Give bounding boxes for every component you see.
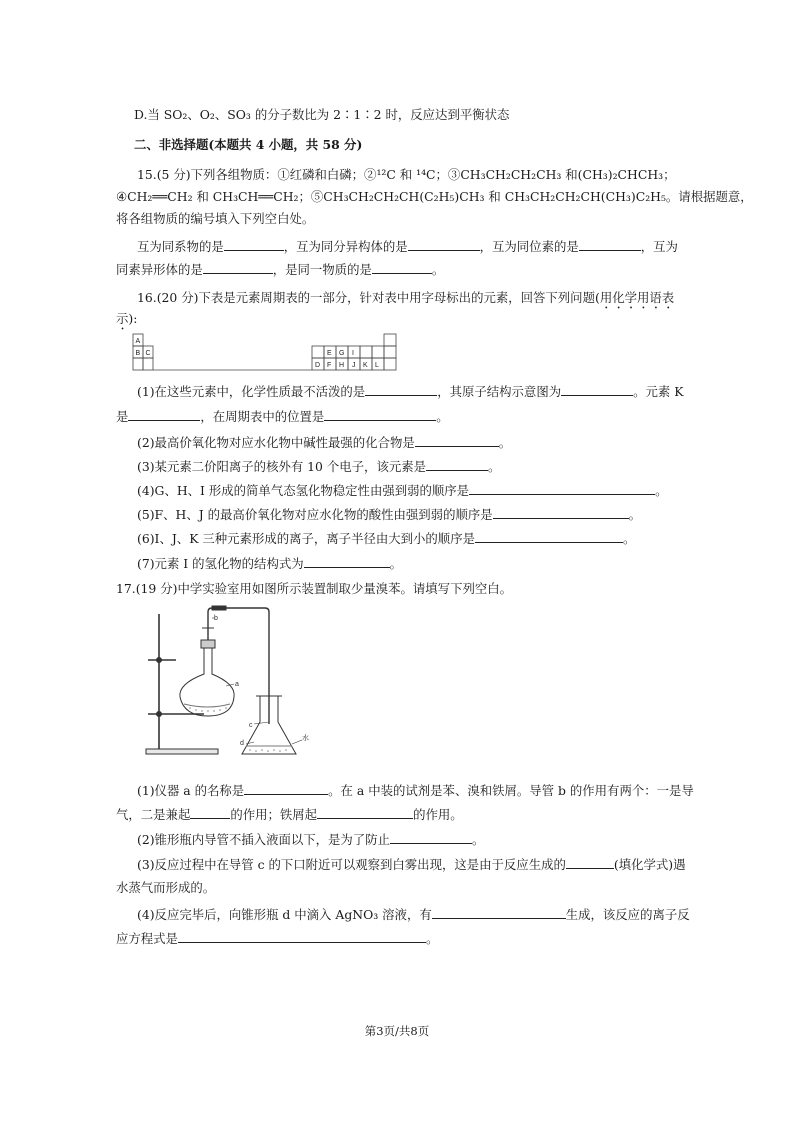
letter-H: H [339,362,345,369]
q17-p3-text: (3)反应过程中在导管 c 的下口附近可以观察到白雾出现，这是由于反应生成的 [137,857,566,872]
q16-p4 [137,482,667,500]
q17-p1-text3: 气，二是兼起 [116,807,191,822]
letter-L: L [375,362,379,369]
q16-stem-text: 16.(20 分)下表是元素周期表的一部分，针对表中用字母标出的元素，回答下列问题( [137,290,600,305]
q17-p2-text: (2)锥形瓶内导管不插入液面以下，是为了防止 [137,832,390,847]
q16-stem-end: ): [128,311,138,326]
q16-p1-text5: ，在周期表中的位置是 [200,409,325,424]
q16-p4-end: 。 [655,483,668,498]
letter-J: J [352,362,356,369]
q15-fill-line2 [116,261,444,279]
answer-blank[interactable] [408,238,480,251]
q16-p7 [137,555,402,573]
answer-blank[interactable] [224,238,284,251]
q15-fill1: 互为同系物的是 [137,239,224,254]
answer-blank[interactable] [469,482,655,495]
q17-p1-text2: 。在 a 中装的试剂是苯、溴和铁屑。导管 b 的作用有两个：一是导 [328,783,694,798]
answer-blank[interactable] [128,408,200,421]
letter-G: G [339,350,345,357]
q15-fill4: ，互为 [640,239,678,254]
answer-blank[interactable] [324,408,436,421]
q16-p1-text3: 。元素 K [633,384,684,399]
cell-I [348,346,360,358]
answer-blank[interactable] [317,806,413,819]
q16-p2 [137,434,511,452]
label-water: 水 [302,735,309,742]
answer-blank[interactable] [304,555,390,568]
cell-noble-top [384,334,396,346]
q16-p5-end: 。 [628,507,642,522]
answer-blank[interactable] [579,238,641,251]
q16-p7-end: 。 [389,556,403,571]
answer-blank[interactable] [390,831,472,844]
q15-line1: 15.(5 分)下列各组物质：①红磷和白磷；②¹²C 和 ¹⁴C；③CH₃CH₂CH₂CH₃ 和(CH₃)₂CHCH₃； [137,167,676,182]
q16-p7-text: (7)元素 I 的氢化物的结构式为 [137,556,304,571]
periodic-table-fragment [132,333,399,371]
answer-blank[interactable] [178,930,426,943]
letter-I: I [352,350,354,357]
q17-p2-end: 。 [471,832,485,847]
q17-p3-text2: (填化学式)遇 [613,857,686,872]
q16-p3-text: (3)某元素二价阳离子的核外有 10 个电子，该元素是 [137,459,427,474]
q17-p1-end: 的作用。 [413,807,463,822]
label-b: b [214,615,218,622]
q16-p1-text4: 是 [116,409,129,424]
q15-fill5: 同素异形体的是 [116,262,203,277]
q17-p1 [137,782,694,800]
q15-line3: 将各组物质的编号填入下列空白处。 [116,211,315,226]
cell-blank [360,346,372,358]
answer-blank[interactable] [365,383,437,396]
q17-p4-text3: 应方程式是 [116,931,178,946]
q17-stem: 17.(19 分)中学实验室用如图所示装置制取少量溴苯。请填写下列空白。 [116,581,513,596]
section-title: 二、非选择题(本题共 4 小题，共 58 分) [134,137,363,152]
answer-blank[interactable] [566,856,614,869]
letter-D: D [315,362,321,369]
q16-p4-text: (4)G、H、I 形成的简单气态氢化物稳定性由强到弱的顺序是 [137,483,470,498]
q16-p5-text: (5)F、H、J 的最高价氧化物对应水化物的酸性由强到弱的顺序是 [137,507,493,522]
q15-fill-line [137,238,678,256]
q16-p1-text: (1)在这些元素中，化学性质最不活泼的是 [137,384,366,399]
q17-p4-end: 。 [425,931,439,946]
answer-blank[interactable] [561,383,633,396]
answer-blank[interactable] [190,806,230,819]
q17-p4-text: (4)反应完毕后，向锥形瓶 d 中滴入 AgNO₃ 溶液，有 [137,907,432,922]
cell-row3-2 [143,358,153,370]
q17-p1-cont [116,806,463,824]
q16-p3 [137,458,500,476]
cell-row3-1 [133,358,143,370]
q17-p4 [137,906,690,924]
q16-stem-emphasis2: 示 [116,311,129,326]
letter-A: A [135,338,141,345]
cell-E-blank [312,346,324,358]
letter-C: C [145,350,151,357]
q16-stem-emphasis: 用化学用语表 [599,290,675,305]
answer-blank[interactable] [475,530,623,543]
answer-blank[interactable] [203,261,273,274]
q16-p6 [137,530,635,548]
q17-p1-text4: 的作用；铁屑起 [230,807,318,822]
q17-p2 [137,831,484,849]
label-d: d [240,740,244,747]
answer-blank[interactable] [415,434,499,447]
letter-K: K [363,362,368,369]
answer-blank[interactable] [244,782,328,795]
q16-stem-line2 [116,310,137,333]
answer-blank[interactable] [493,506,629,519]
q15-line2: ④CH₂══CH₂ 和 CH₃CH══CH₂；⑤CH₃CH₂CH₂CH(C₂H₅)CH₃ 和 CH₃CH₂CH₂CH(CH₃)C₂H₅。请根据题意， [116,189,753,204]
q17-p4-cont [116,930,438,948]
q15-fill7: 。 [431,262,445,277]
q16-p1-end: 。 [436,409,449,424]
q17-p3-cont: 水蒸气而形成的。 [116,880,216,895]
cell-blank3 [384,358,396,370]
answer-blank[interactable] [432,906,566,919]
letter-F: F [327,362,332,369]
cell-blank2 [372,346,384,358]
q16-p1 [137,383,683,401]
q15-fill3: ，互为同位素的是 [479,239,579,254]
q16-p1-text2: ，其原子结构示意图为 [437,384,562,399]
q17-p4-text2: 生成，该反应的离子反 [565,907,690,922]
q17-p3 [137,856,686,874]
answer-blank[interactable] [426,458,488,471]
q16-p3-end: 。 [488,459,501,474]
q16-p6-text: (6)I、J、K 三种元素形成的离子，离子半径由大到小的顺序是 [137,531,475,546]
label-c: c [249,722,253,729]
q16-p6-end: 。 [622,531,636,546]
label-a: a [235,681,239,688]
q16-p1-cont [116,408,449,426]
letter-B: B [135,350,141,357]
page-number: 第3页/共8页 [364,1024,430,1038]
q16-p2-end: 。 [498,435,512,450]
bromobenzene-apparatus-diagram [142,604,322,762]
q15-fill2: ，互为同分异构体的是 [283,239,408,254]
q16-p2-text: (2)最高价氧化物对应水化物中碱性最强的化合物是 [137,435,415,450]
answer-blank[interactable] [372,261,432,274]
q14-option-d: D.当 SO₂、O₂、SO₃ 的分子数比为 2∶1∶2 时，反应达到平衡状态 [134,107,510,122]
q15-fill6: ，是同一物质的是 [272,262,372,277]
letter-E: E [327,350,332,357]
q16-p5 [137,506,641,524]
cell-noble2 [384,346,396,358]
q16-stem [137,289,674,312]
q17-p1-text: (1)仪器 a 的名称是 [137,783,245,798]
